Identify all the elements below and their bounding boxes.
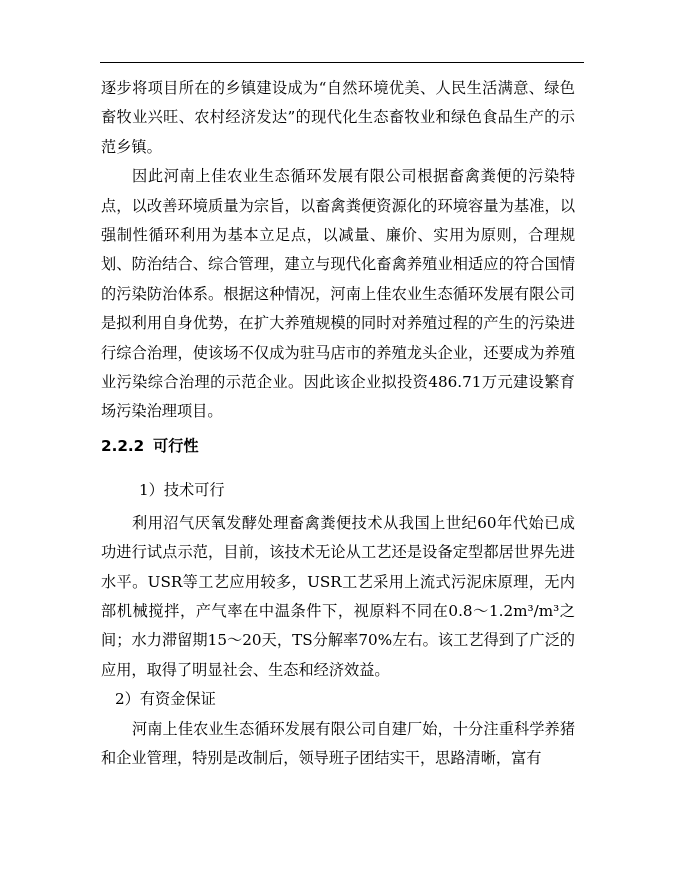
document-body [101, 74, 575, 773]
section-heading [101, 432, 575, 461]
header-rule [100, 62, 584, 63]
paragraph-company-management: 河南上佳农业生态循环发展有限公司自建厂始，十分注重科学养猪和企业管理，特别是改制后，领导班子团结实干，思路清晰，富有 [101, 719, 575, 767]
subsection-funding: 2）有资金保证 [115, 690, 216, 709]
paragraph-township-goal: 逐步将项目所在的乡镇建设成为“自然环境优美、人民生活满意、绿色畜牧业兴旺、农村经济发达”的现代化生态畜牧业和绿色食品生产的示范乡镇。 [101, 79, 575, 156]
section-title: 可行性 [153, 436, 199, 455]
paragraph-biogas-technology: 利用沼气厌氧发酵处理畜禽粪便技术从我国上世纪60年代始已成功进行试点示范，目前，该技术无论从工艺还是设备定型都居世界先进水平。USR等工艺应用较多，USR工艺采用上流式污泥床原理，无内部机械搅拌，产气率在中温条件下，视原料不同在0.8～1.2m³/m³之间；水力滞留期15～20天，TS分解率70%左右。该工艺得到了广泛的应用，取得了明显社会、生态和经济效益。 [101, 513, 575, 679]
section-number: 2.2.2 [101, 436, 145, 455]
subsection-technical-feasibility: 1）技术可行 [139, 481, 225, 500]
paragraph-pollution-control: 因此河南上佳农业生态循环发展有限公司根据畜禽粪便的污染特点，以改善环境质量为宗旨，以畜禽粪便资源化的环境容量为基准，以强制性循环利用为基本立足点，以减量、廉价、实用为原则，合理规划、防治结合、综合管理，建立与现代化畜禽养殖业相适应的符合国情的污染防治体系。根据这种情况，河南上佳农业生态循环发展有限公司是拟利用自身优势，在扩大养殖规模的同时对养殖过程的产生的污染进行综合治理，使该场不仅成为驻马店市的养殖龙头企业，还要成为养殖业污染综合治理的示范企业。因此该企业拟投资486.71万元建设繁育场污染治理项目。 [101, 167, 575, 421]
